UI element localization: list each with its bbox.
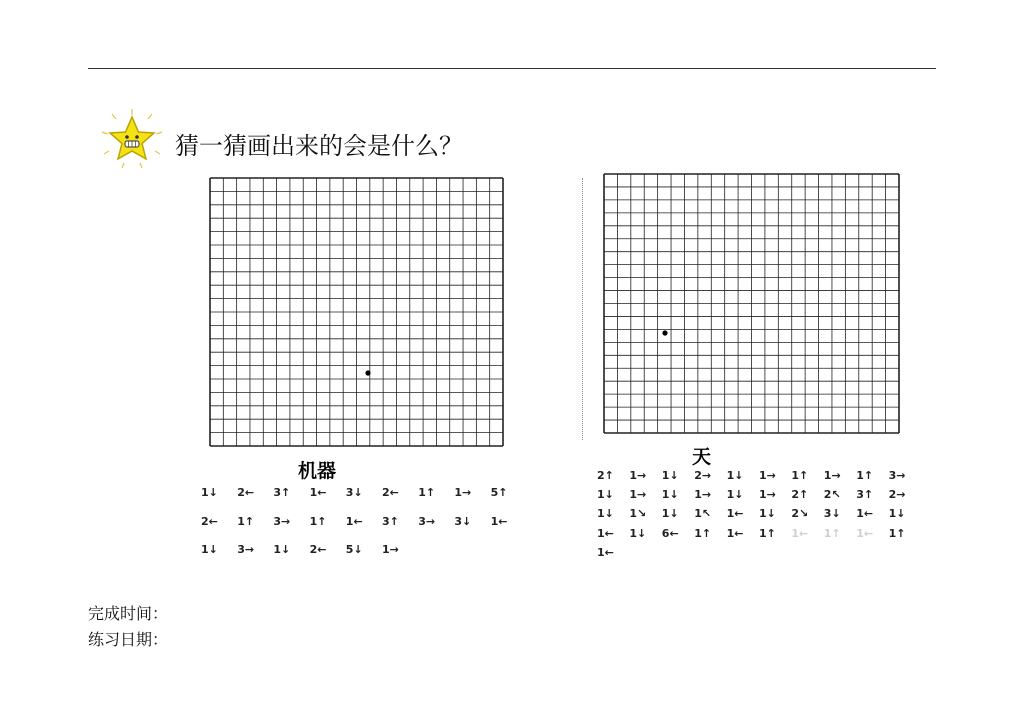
direction-step: 1← [856, 526, 874, 540]
direction-step: 5↑ [490, 486, 508, 499]
direction-step: 1↘ [629, 507, 647, 521]
direction-step: 1← [791, 526, 809, 540]
direction-step: 1↓ [759, 507, 776, 521]
direction-step: 1↑ [888, 526, 906, 540]
direction-step: 1→ [823, 469, 841, 482]
direction-step: 1↑ [759, 526, 776, 540]
direction-step: 3→ [888, 469, 906, 482]
direction-step: 2↖ [823, 488, 841, 502]
direction-step: 1↑ [694, 526, 712, 540]
direction-step: 1↓ [661, 488, 679, 502]
direction-step: 1↓ [597, 488, 614, 502]
direction-step: 1↑ [418, 486, 436, 499]
direction-step: 2← [237, 486, 255, 499]
top-rule [88, 68, 936, 69]
drawing-grid-right[interactable] [603, 173, 900, 434]
direction-step: 1→ [382, 543, 399, 556]
direction-step: 6← [661, 526, 679, 540]
direction-step: 1← [345, 514, 363, 528]
direction-step: 3↑ [382, 514, 399, 528]
direction-step: 1↑ [823, 526, 841, 540]
direction-step: 2→ [888, 488, 906, 502]
direction-step: 2↑ [791, 488, 809, 502]
direction-step: 1↖ [694, 507, 712, 521]
direction-step: 1↓ [201, 543, 218, 556]
direction-step: 1→ [759, 469, 776, 482]
direction-step: 1↓ [629, 526, 647, 540]
completion-time-label: 完成时间： [88, 604, 169, 623]
direction-step: 3→ [418, 514, 436, 528]
direction-step: 1→ [454, 486, 472, 499]
direction-step: 1← [309, 486, 327, 499]
direction-step: 2↘ [791, 507, 809, 521]
direction-step: 1← [597, 526, 614, 540]
direction-step: 3↓ [345, 486, 363, 499]
direction-step: 3→ [273, 514, 291, 528]
drawing-grid-left[interactable] [209, 177, 504, 447]
direction-step: 1↑ [791, 469, 809, 482]
direction-step: 1← [490, 514, 508, 528]
direction-step: 1↑ [309, 514, 327, 528]
direction-step: 2← [201, 514, 218, 528]
direction-step: 1← [856, 507, 874, 521]
direction-step: 3↑ [273, 486, 291, 499]
puzzle-label-left: 机器 [298, 460, 337, 482]
direction-step: 3↓ [823, 507, 841, 521]
direction-step: 1↑ [856, 469, 874, 482]
direction-step: 1← [726, 507, 744, 521]
direction-step: 1↓ [201, 486, 218, 499]
direction-step: 1→ [694, 488, 712, 502]
start-dot-icon [662, 330, 667, 335]
direction-step: 1→ [629, 488, 647, 502]
page-title: 猜一猜画出来的会是什么？ [175, 132, 463, 160]
direction-step: 5↓ [345, 543, 363, 556]
direction-step: 3→ [237, 543, 255, 556]
direction-step: 1↓ [888, 507, 906, 521]
direction-step: 1↓ [661, 469, 679, 482]
direction-step: 1↓ [661, 507, 679, 521]
direction-step: 1↓ [726, 488, 744, 502]
direction-step: 2→ [694, 469, 712, 482]
direction-step: 3↓ [454, 514, 472, 528]
direction-step: 2← [309, 543, 327, 556]
direction-step: 2← [382, 486, 399, 499]
direction-step: 1↓ [597, 507, 614, 521]
start-dot-icon [365, 370, 370, 375]
direction-step: 1← [726, 526, 744, 540]
direction-step: 1↑ [237, 514, 255, 528]
puzzle-label-right: 天 [692, 446, 712, 468]
dotted-divider [582, 178, 583, 440]
direction-step: 2↑ [597, 469, 614, 482]
direction-step: 1← [597, 545, 614, 559]
direction-step: 1↓ [726, 469, 744, 482]
direction-step: 1↓ [273, 543, 291, 556]
direction-step: 1→ [629, 469, 647, 482]
direction-step: 1→ [759, 488, 776, 502]
smiling-star-icon [100, 108, 164, 172]
direction-step: 3↑ [856, 488, 874, 502]
practice-date-label: 练习日期： [88, 630, 169, 649]
